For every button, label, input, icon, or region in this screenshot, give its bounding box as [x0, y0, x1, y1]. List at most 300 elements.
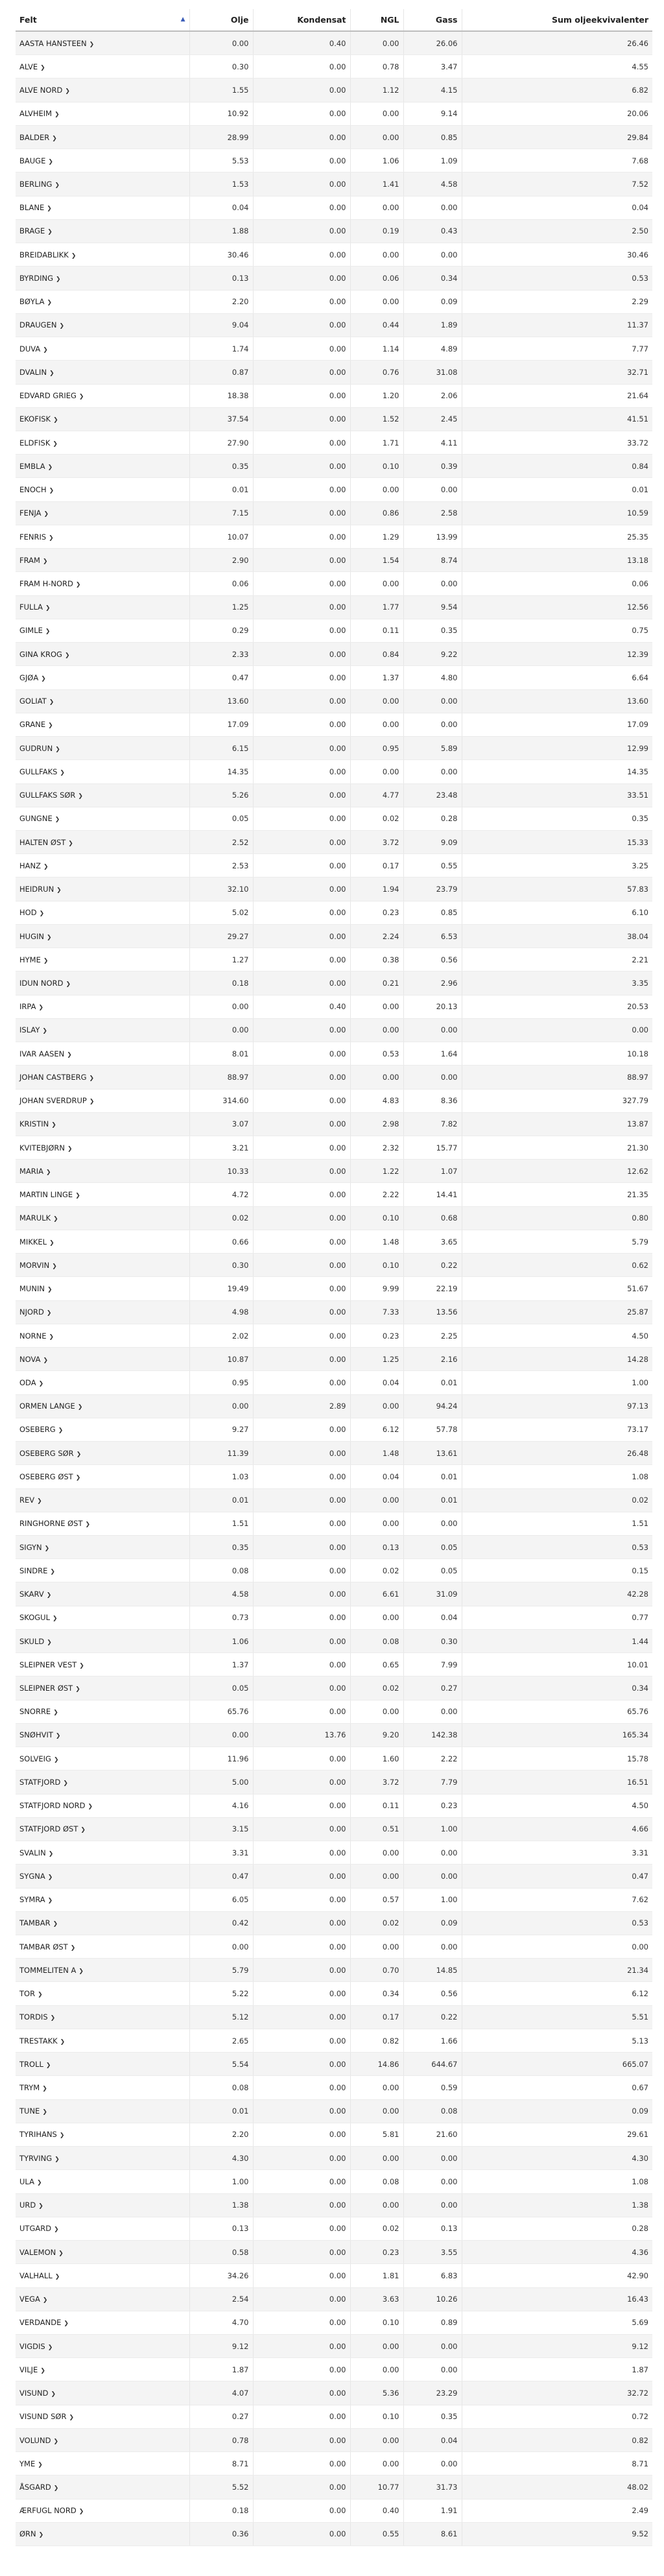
field-name-link[interactable] — [16, 1042, 189, 1066]
field-name-link[interactable] — [16, 1418, 189, 1441]
table-row — [16, 1324, 652, 1347]
cell-value: 4.98 — [189, 1300, 253, 1324]
cell-value: 4.50 — [462, 1794, 652, 1817]
field-name-link[interactable] — [16, 2241, 189, 2264]
cell-value: 14.35 — [189, 760, 253, 783]
table-row — [16, 2193, 652, 2217]
field-name-link[interactable] — [16, 666, 189, 689]
cell-value: 0.00 — [253, 737, 350, 760]
cell-value: 0.53 — [462, 1536, 652, 1559]
field-name-link[interactable] — [16, 1606, 189, 1629]
chevron-right-icon: ❯ — [59, 323, 64, 330]
cell-value: 3.21 — [189, 1136, 253, 1160]
field-name-link[interactable] — [16, 1348, 189, 1371]
field-name-link[interactable] — [16, 2334, 189, 2357]
field-name-link[interactable] — [16, 1183, 189, 1206]
chevron-right-icon: ❯ — [47, 206, 52, 213]
field-name-link[interactable] — [16, 455, 189, 478]
chevron-right-icon: ❯ — [49, 1239, 54, 1246]
field-name-link[interactable] — [16, 643, 189, 666]
field-name-link[interactable] — [16, 1935, 189, 1958]
field-name-link[interactable] — [16, 830, 189, 853]
cell-value: 1.20 — [350, 384, 403, 407]
field-name: ISLAY — [19, 1025, 40, 1035]
cell-value: 6.53 — [403, 924, 462, 948]
field-name-link[interactable] — [16, 1653, 189, 1676]
cell-value: 2.50 — [462, 219, 652, 243]
cell-value: 0.00 — [253, 1911, 350, 1935]
cell-value: 0.22 — [403, 1254, 462, 1277]
table-row — [16, 2522, 652, 2546]
field-name: STATFJORD — [19, 1777, 61, 1787]
chevron-right-icon: ❯ — [51, 2391, 56, 2398]
table-row — [16, 2452, 652, 2475]
field-name-link[interactable] — [16, 219, 189, 243]
field-name-link[interactable] — [16, 478, 189, 501]
cell-value: 0.00 — [403, 2452, 462, 2475]
field-name: NORNE — [19, 1331, 47, 1341]
cell-value: 0.58 — [189, 2241, 253, 2264]
chevron-right-icon: ❯ — [53, 1756, 59, 1763]
field-name-link[interactable] — [16, 1676, 189, 1700]
field-name-link[interactable] — [16, 2405, 189, 2428]
chevron-right-icon: ❯ — [53, 2438, 58, 2445]
field-name-link[interactable] — [16, 173, 189, 196]
field-name-link[interactable] — [16, 713, 189, 736]
cell-value: 0.00 — [253, 431, 350, 454]
table-row — [16, 1582, 652, 1606]
field-name-link[interactable] — [16, 1160, 189, 1183]
cell-value: 30.46 — [462, 243, 652, 267]
cell-value: 0.35 — [189, 1536, 253, 1559]
field-name-link[interactable] — [16, 2475, 189, 2499]
cell-value: 0.53 — [462, 267, 652, 290]
cell-value: 14.35 — [462, 760, 652, 783]
field-name-link[interactable] — [16, 572, 189, 595]
field-name-link[interactable] — [16, 689, 189, 713]
field-name-link[interactable] — [16, 1865, 189, 1888]
cell-value: 7.33 — [350, 1300, 403, 1324]
table-row — [16, 1911, 652, 1935]
cell-value: 0.08 — [189, 2076, 253, 2099]
field-name: MARIA — [19, 1166, 44, 1176]
cell-value: 33.51 — [462, 783, 652, 807]
column-header-kondensat[interactable] — [253, 9, 350, 31]
cell-value: 0.00 — [350, 689, 403, 713]
cell-value: 1.55 — [189, 78, 253, 102]
cell-value: 0.00 — [253, 783, 350, 807]
field-name-link[interactable] — [16, 196, 189, 219]
cell-value: 142.38 — [403, 1723, 462, 1747]
cell-value: 5.53 — [189, 149, 253, 173]
chevron-right-icon: ❯ — [45, 605, 51, 612]
field-name-link[interactable] — [16, 2264, 189, 2287]
field-name-link[interactable] — [16, 1911, 189, 1935]
cell-value: 0.00 — [253, 1536, 350, 1559]
cell-value: 0.00 — [350, 2193, 403, 2217]
field-name-link[interactable] — [16, 407, 189, 431]
field-name-link[interactable] — [16, 2499, 189, 2522]
cell-value: 0.00 — [253, 2428, 350, 2451]
cell-value: 0.22 — [403, 2005, 462, 2029]
cell-value: 4.30 — [462, 2147, 652, 2170]
field-name: SNØHVIT — [19, 1730, 53, 1740]
field-name-link[interactable] — [16, 972, 189, 995]
cell-value: 0.00 — [253, 972, 350, 995]
cell-value: 1.91 — [403, 2499, 462, 2522]
field-name-link[interactable] — [16, 149, 189, 173]
cell-value: 0.34 — [462, 1676, 652, 1700]
field-name-link[interactable] — [16, 431, 189, 454]
field-name-link[interactable] — [16, 1136, 189, 1160]
column-header-felt[interactable] — [16, 9, 189, 31]
cell-value: 14.86 — [350, 2053, 403, 2076]
field-name-link[interactable] — [16, 1206, 189, 1230]
field-name: VEGA — [19, 2295, 40, 2304]
cell-value: 0.00 — [350, 31, 403, 55]
cell-value: 0.00 — [253, 455, 350, 478]
field-name-link[interactable] — [16, 760, 189, 783]
field-name-link[interactable] — [16, 1018, 189, 1042]
column-header-ngl[interactable] — [350, 9, 403, 31]
field-name-link[interactable] — [16, 243, 189, 267]
table-row — [16, 2499, 652, 2522]
cell-value: 0.00 — [253, 1841, 350, 1865]
cell-value: 38.04 — [462, 924, 652, 948]
cell-value: 0.47 — [189, 666, 253, 689]
field-name-link[interactable] — [16, 2099, 189, 2123]
field-name-link[interactable] — [16, 501, 189, 525]
field-name-link[interactable] — [16, 337, 189, 361]
cell-value: 0.38 — [350, 948, 403, 972]
table-row — [16, 783, 652, 807]
cell-value: 0.00 — [253, 525, 350, 548]
cell-value: 10.33 — [189, 1160, 253, 1183]
cell-value: 0.00 — [253, 948, 350, 972]
field-name: ALVE NORD — [19, 86, 63, 95]
chevron-right-icon: ❯ — [65, 88, 70, 95]
field-name-link[interactable] — [16, 1277, 189, 1300]
cell-value: 0.00 — [253, 1582, 350, 1606]
field-name-link[interactable] — [16, 1465, 189, 1488]
field-name-link[interactable] — [16, 125, 189, 149]
field-name: VILJE — [19, 2365, 38, 2374]
field-name-link[interactable] — [16, 1747, 189, 1771]
field-name-link[interactable] — [16, 549, 189, 572]
field-name-link[interactable] — [16, 948, 189, 972]
cell-value: 3.72 — [350, 1771, 403, 1794]
chevron-right-icon: ❯ — [79, 1662, 84, 1669]
cell-value: 29.27 — [189, 924, 253, 948]
field-name-link[interactable] — [16, 2029, 189, 2052]
field-name-link[interactable] — [16, 1254, 189, 1277]
field-name: YME — [19, 2459, 36, 2468]
field-name-link[interactable] — [16, 1230, 189, 1253]
cell-value: 0.77 — [462, 1606, 652, 1629]
chevron-right-icon: ❯ — [75, 1474, 81, 1481]
table-row — [16, 1817, 652, 1841]
field-name-link[interactable] — [16, 1536, 189, 1559]
field-name-link[interactable] — [16, 2193, 189, 2217]
cell-value: 0.00 — [403, 2147, 462, 2170]
field-name-link[interactable] — [16, 783, 189, 807]
cell-value: 0.51 — [350, 1817, 403, 1841]
field-name-link[interactable] — [16, 807, 189, 830]
sort-ascending-icon[interactable]: ▲ — [180, 16, 185, 23]
field-name-link[interactable] — [16, 1959, 189, 1982]
chevron-right-icon: ❯ — [89, 1099, 95, 1106]
field-name-link[interactable] — [16, 1300, 189, 1324]
cell-value: 9.04 — [189, 313, 253, 337]
cell-value: 20.53 — [462, 995, 652, 1018]
field-name-link[interactable] — [16, 1771, 189, 1794]
cell-value: 2.32 — [350, 1136, 403, 1160]
cell-value: 26.06 — [403, 31, 462, 55]
cell-value: 28.99 — [189, 125, 253, 149]
cell-value: 0.00 — [350, 1394, 403, 1418]
cell-value: 1.53 — [189, 173, 253, 196]
cell-value: 10.59 — [462, 501, 652, 525]
field-name: JOHAN CASTBERG — [19, 1072, 87, 1082]
field-name-link[interactable] — [16, 1066, 189, 1089]
cell-value: 4.30 — [189, 2147, 253, 2170]
cell-value: 0.56 — [403, 1982, 462, 2005]
field-name-link[interactable] — [16, 2381, 189, 2405]
table-row — [16, 243, 652, 267]
field-name-link[interactable] — [16, 2123, 189, 2146]
cell-value: 2.24 — [350, 924, 403, 948]
field-name-link[interactable] — [16, 102, 189, 125]
field-name-link[interactable] — [16, 267, 189, 290]
cell-value: 1.38 — [462, 2193, 652, 2217]
cell-value: 0.00 — [253, 1512, 350, 1535]
chevron-right-icon: ❯ — [49, 370, 54, 377]
chevron-right-icon: ❯ — [49, 488, 54, 495]
cell-value: 4.36 — [462, 2241, 652, 2264]
cell-value: 0.00 — [253, 1465, 350, 1488]
field-name: TYRVING — [19, 2153, 53, 2163]
field-name-link[interactable] — [16, 877, 189, 901]
table-row — [16, 525, 652, 548]
cell-value: 0.11 — [350, 1794, 403, 1817]
cell-value: 0.00 — [253, 2381, 350, 2405]
cell-value: 4.11 — [403, 431, 462, 454]
field-name: STATFJORD NORD — [19, 1801, 86, 1811]
field-name-link[interactable] — [16, 901, 189, 924]
chevron-right-icon: ❯ — [44, 1545, 50, 1552]
cell-value: 0.84 — [462, 455, 652, 478]
cell-value: 0.00 — [253, 619, 350, 642]
field-name-link[interactable] — [16, 2452, 189, 2475]
cell-value: 0.02 — [462, 1488, 652, 1512]
cell-value: 6.15 — [189, 737, 253, 760]
field-name: STATFJORD ØST — [19, 1824, 78, 1834]
cell-value: 0.80 — [462, 1206, 652, 1230]
chevron-right-icon: ❯ — [89, 41, 95, 48]
field-name-link[interactable] — [16, 1512, 189, 1535]
field-name-link[interactable] — [16, 1112, 189, 1136]
field-name-link[interactable] — [16, 1700, 189, 1723]
field-name-link[interactable] — [16, 31, 189, 55]
cell-value: 9.27 — [189, 1418, 253, 1441]
cell-value: 9.12 — [462, 2334, 652, 2357]
field-name-link[interactable] — [16, 2053, 189, 2076]
cell-value: 0.00 — [189, 31, 253, 55]
field-name-link[interactable] — [16, 2428, 189, 2451]
cell-value: 0.40 — [253, 31, 350, 55]
field-name-link[interactable] — [16, 737, 189, 760]
cell-value: 4.16 — [189, 1794, 253, 1817]
field-name-link[interactable] — [16, 78, 189, 102]
field-name-link[interactable] — [16, 2522, 189, 2546]
field-name: BERLING — [19, 180, 53, 189]
cell-value: 0.00 — [253, 1959, 350, 1982]
cell-value: 1.09 — [403, 149, 462, 173]
table-row — [16, 78, 652, 102]
cell-value: 0.08 — [403, 2099, 462, 2123]
field-name-link[interactable] — [16, 2311, 189, 2334]
field-name: VISUND — [19, 2389, 49, 2398]
cell-value: 2.20 — [189, 290, 253, 313]
cell-value: 5.54 — [189, 2053, 253, 2076]
cell-value: 5.02 — [189, 901, 253, 924]
field-name-link[interactable] — [16, 1841, 189, 1865]
field-name-link[interactable] — [16, 525, 189, 548]
cell-value: 2.06 — [403, 384, 462, 407]
field-name-link[interactable] — [16, 1794, 189, 1817]
cell-value: 0.34 — [350, 1982, 403, 2005]
field-name: BLANE — [19, 203, 45, 213]
field-name: SLEIPNER ØST — [19, 1684, 73, 1693]
cell-value: 9.20 — [350, 1723, 403, 1747]
field-name-link[interactable] — [16, 361, 189, 384]
cell-value: 0.00 — [350, 2428, 403, 2451]
field-name-link[interactable] — [16, 1982, 189, 2005]
field-name-link[interactable] — [16, 1629, 189, 1652]
cell-value: 0.73 — [189, 1606, 253, 1629]
cell-value: 0.02 — [350, 1559, 403, 1582]
cell-value: 0.00 — [403, 760, 462, 783]
cell-value: 21.35 — [462, 1183, 652, 1206]
table-row — [16, 1488, 652, 1512]
field-name-link[interactable] — [16, 1324, 189, 1347]
field-name-link[interactable] — [16, 595, 189, 619]
field-name-link[interactable] — [16, 924, 189, 948]
cell-value: 0.00 — [253, 595, 350, 619]
cell-value: 1.81 — [350, 2264, 403, 2287]
cell-value: 12.62 — [462, 1160, 652, 1183]
cell-value: 0.00 — [403, 1841, 462, 1865]
table-row — [16, 1865, 652, 1888]
cell-value: 18.38 — [189, 384, 253, 407]
field-name-link[interactable] — [16, 2287, 189, 2311]
column-header-olje[interactable] — [189, 9, 253, 31]
field-name: SLEIPNER VEST — [19, 1660, 77, 1669]
chevron-right-icon: ❯ — [47, 1639, 52, 1646]
field-name-link[interactable] — [16, 313, 189, 337]
field-name-link[interactable] — [16, 1817, 189, 1841]
cell-value: 0.00 — [403, 1700, 462, 1723]
cell-value: 12.99 — [462, 737, 652, 760]
cell-value: 2.65 — [189, 2029, 253, 2052]
cell-value: 0.13 — [403, 2217, 462, 2240]
cell-value: 0.36 — [189, 2522, 253, 2546]
cell-value: 0.11 — [350, 619, 403, 642]
field-name-link[interactable] — [16, 1089, 189, 1112]
chevron-right-icon: ❯ — [78, 793, 83, 800]
table-row — [16, 407, 652, 431]
field-name: GINA KROG — [19, 649, 62, 659]
table-row — [16, 125, 652, 149]
field-name-link[interactable] — [16, 854, 189, 877]
field-name-link[interactable] — [16, 1442, 189, 1465]
chevron-right-icon: ❯ — [52, 1263, 57, 1270]
cell-value: 0.35 — [403, 619, 462, 642]
table-row — [16, 1254, 652, 1277]
field-name-link[interactable] — [16, 2076, 189, 2099]
cell-value: 0.05 — [189, 807, 253, 830]
cell-value: 12.56 — [462, 595, 652, 619]
cell-value: 13.56 — [403, 1300, 462, 1324]
chevron-right-icon: ❯ — [77, 1404, 83, 1411]
field-name: ALVE — [19, 62, 38, 71]
field-name-link[interactable] — [16, 384, 189, 407]
chevron-right-icon: ❯ — [68, 840, 73, 847]
cell-value: 0.00 — [253, 1018, 350, 1042]
field-name-link[interactable] — [16, 619, 189, 642]
field-name-link[interactable] — [16, 995, 189, 1018]
cell-value: 3.35 — [462, 972, 652, 995]
field-name-link[interactable] — [16, 1888, 189, 1911]
chevron-right-icon: ❯ — [63, 1780, 68, 1787]
field-name-link[interactable] — [16, 1559, 189, 1582]
field-name-link[interactable] — [16, 1582, 189, 1606]
field-name-link[interactable] — [16, 2170, 189, 2193]
cell-value: 0.00 — [253, 760, 350, 783]
column-header-gass[interactable] — [403, 9, 462, 31]
cell-value: 9.99 — [350, 1277, 403, 1300]
table-row — [16, 1536, 652, 1559]
field-name-link[interactable] — [16, 2147, 189, 2170]
field-name-link[interactable] — [16, 1371, 189, 1394]
column-header-sum[interactable] — [462, 9, 652, 31]
chevron-right-icon: ❯ — [75, 1193, 80, 1200]
cell-value: 0.00 — [253, 219, 350, 243]
field-name-link[interactable] — [16, 2358, 189, 2381]
cell-value: 33.72 — [462, 431, 652, 454]
cell-value: 0.10 — [350, 1206, 403, 1230]
table-row — [16, 1465, 652, 1488]
field-name-link[interactable] — [16, 55, 189, 78]
field-name-link[interactable] — [16, 1394, 189, 1418]
field-name-link[interactable] — [16, 2005, 189, 2029]
table-row — [16, 1676, 652, 1700]
cell-value: 41.51 — [462, 407, 652, 431]
chevron-right-icon: ❯ — [78, 394, 84, 401]
cell-value: 0.05 — [189, 1676, 253, 1700]
cell-value: 0.00 — [253, 2452, 350, 2475]
cell-value: 9.14 — [403, 102, 462, 125]
field-name-link[interactable] — [16, 1488, 189, 1512]
field-name-link[interactable] — [16, 1723, 189, 1747]
cell-value: 0.82 — [350, 2029, 403, 2052]
table-row — [16, 1112, 652, 1136]
table-row — [16, 1653, 652, 1676]
cell-value: 0.00 — [253, 1935, 350, 1958]
field-name-link[interactable] — [16, 2217, 189, 2240]
cell-value: 5.00 — [189, 1771, 253, 1794]
field-name-link[interactable] — [16, 290, 189, 313]
